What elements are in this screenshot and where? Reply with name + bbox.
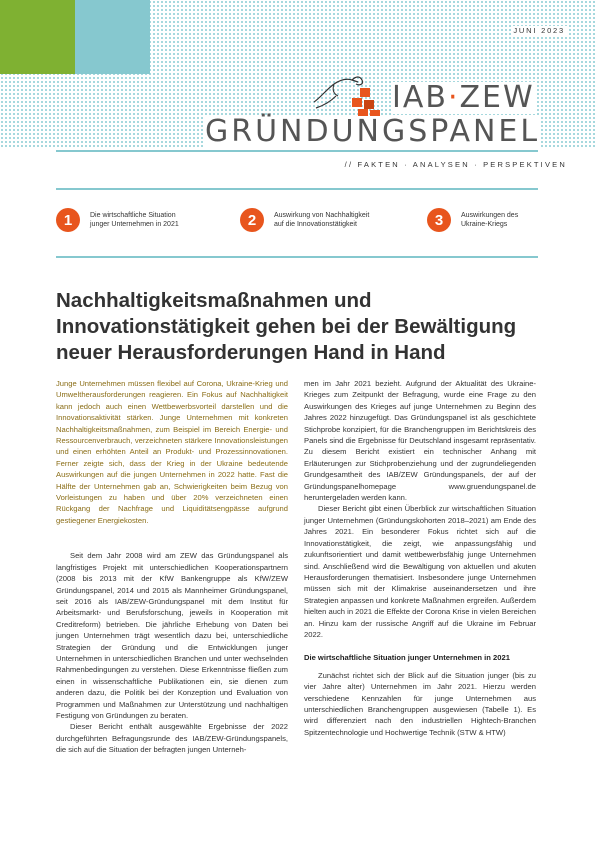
tagline: // FAKTEN · ANALYSEN · PERSPEKTIVEN <box>344 160 567 169</box>
body-paragraph: Dieser Bericht gibt einen Überblick zur wirtschaftlichen Situation junger Unternehmen (Gründungskohorten 2018–2021) am Ende des Jahres 2021. Ein besonderer Fokus richtet sich auf die Innovationstätigkeit, die zeigt, wie anpassungsfähig und zukunftsorientiert und damit wettbewerbsfähig junge Unternehmen sind. Anschließend wird die Bewältigung von aktuellen und akuten Herausforderungen thematisiert. Insbesondere junge Unternehmen müssen sich mit der Klimakrise auseinandersetzen und ihre Strategien anpassen und konkrete Maßnahmen ergreifen. Außerdem hielten auch in 2021 die Effekte der Corona Krise in vielen Bereichen an. Hinzu kam der russische Angriff auf die Ukraine im Februar 2022. <box>304 504 536 639</box>
teaser-text: Auswirkung von Nachhaltigkeit auf die Innovationstätigkeit <box>274 211 370 228</box>
brand-separator-dot: · <box>447 80 460 115</box>
teaser-item-3 <box>427 208 541 232</box>
teaser-number-badge: 1 <box>56 208 80 232</box>
abstract-paragraph: Junge Unternehmen müssen flexibel auf Corona, Ukraine-Krieg und Umweltherausforderungen reagieren. Ein Fokus auf Nachhaltigkeit kann jedoch auch einen Wettbewerbsvorteil darstellen und die Innovationsaktivität stärken. Junge Unternehmen mit konkreten Nachhaltigkeitsmaßnahmen, zum Beispiel im Bereich Energie- und Ressourcenverbrauch, verzeichneten stärkere Innovationsleistungen und einen erhöhten Anteil an Produkt- und Prozessinnovationen. Ferner zeigte sich, dass der Krieg in der Ukraine bedeutende Auswirkungen auf die jungen Unternehmen in 2022 hatte. Fast die Hälfte der Unternehmen gab an, Schwierigkeiten beim Bezug von Vorleistungen zu haben und über 20% verzeichneten einen Rückgang der Nachfrage und Liquiditätsengpässe aufgrund gestiegener Energiekosten. <box>56 379 288 525</box>
teal-color-block <box>75 0 150 74</box>
left-text-column <box>56 378 288 756</box>
body-paragraph: men im Jahr 2021 bezieht. Aufgrund der Aktualität des Ukraine-Krieges zum Zeitpunkt der Befragung, wurde eine Frage zu den Auswirkungen des Krieges auf junge Unternehmen zu Beginn des Jahres 2022 hinzugefügt. Das Gründungspanel ist als geschichtete Stichprobe konzipiert, für die Branchengruppen im Berichtskreis des Panels sind die Ergebnisse für Deutschland insgesamt repräsentativ. Zu diesem Bericht existiert ein technischer Anhang mit Erläuterungen zur Stichprobenziehung und der zugrundeliegenden Grundgesamtheit des IAB/ZEW Gründungspanels, der auf der Gründungspanelhomepage www.gruendungspanel.de heruntergeladen werden kann. <box>304 379 536 503</box>
teaser-text: Auswirkungen des Ukraine-Kriegs <box>461 211 519 228</box>
body-paragraph: Seit dem Jahr 2008 wird am ZEW das Gründungspanel als langfristiges Projekt mit unterschiedlichen Kooperationspartnern (2008 bis 2013 mit der KfW Bankengruppe als KfW/ZEW Gründungspanel, 2014 und 2015 als Mannheimer Gründungspanel, seit 2016 als IAB/ZEW-Gründungspanel mit dem Institut für Arbeitsmarkt- und Berufsforschung, jeweils in Kooperation mit Creditreform) betrieben. Die jährliche Erhebung von Daten bei jungen Unternehmen trägt wesentlich dazu bei, unterschiedliche Strategien der Gründung und die Entwicklungen junger Unternehmen in unterschiedlichen Branchen und unter wechselnden Rahmenbedingungen zu verstehen. Diese Erkenntnisse fließen zum einen in wissenschaftliche Publikationen ein, sie dienen zum anderen dazu, die Politik bei der Konzeption und Evaluation von Programmen und Maßnahmen zur Unterstützung und nachhaltigen Festigung von Gründungen zu beraten. <box>56 551 288 720</box>
brand-name-line1: IAB·ZEW <box>392 80 535 115</box>
teaser-number-badge: 2 <box>240 208 264 232</box>
header-divider <box>56 150 538 152</box>
green-color-block <box>0 0 75 74</box>
teaser-item-2 <box>240 208 374 232</box>
brand-name-line2: GRÜNDUNGSPANEL <box>205 114 541 149</box>
teaser-text: Die wirtschaftliche Situation junger Unternehmen in 2021 <box>90 211 179 228</box>
section-subheading: Die wirtschaftliche Situation junger Unternehmen in 2021 <box>304 653 510 663</box>
teaser-divider-top <box>56 188 538 190</box>
teaser-number-badge: 3 <box>427 208 451 232</box>
teaser-divider-bottom <box>56 256 538 258</box>
body-paragraph: Zunächst richtet sich der Blick auf die Situation junger (bis zu vier Jahre alter) Unternehmen im Jahr 2021. Hierzu werden verschiedene Kennzahlen für junge Unternehmen aus unterschiedlichen Branchengruppen ausgewiesen (Tabelle 1). Es wird differenziert nach den industriellen Hightech-Branchen Spitzentechnologie und Hochwertige Technik (STW & HTW) <box>304 670 536 737</box>
teaser-item-1 <box>56 208 190 232</box>
right-text-column <box>304 378 536 738</box>
page-headline: Nachhaltigkeitsmaßnahmen und Innovationstätigkeit gehen bei der Bewältigung neuer Herausforderungen Hand in Hand <box>56 289 517 364</box>
issue-date: JUNI 2023 <box>513 26 565 35</box>
body-paragraph: Dieser Bericht enthält ausgewählte Ergebnisse der 2022 durchgeführten Befragungsrunde des IAB/ZEW-Gründungspanels, die sich auf die Situation der befragten jungen Unterneh- <box>56 722 288 755</box>
